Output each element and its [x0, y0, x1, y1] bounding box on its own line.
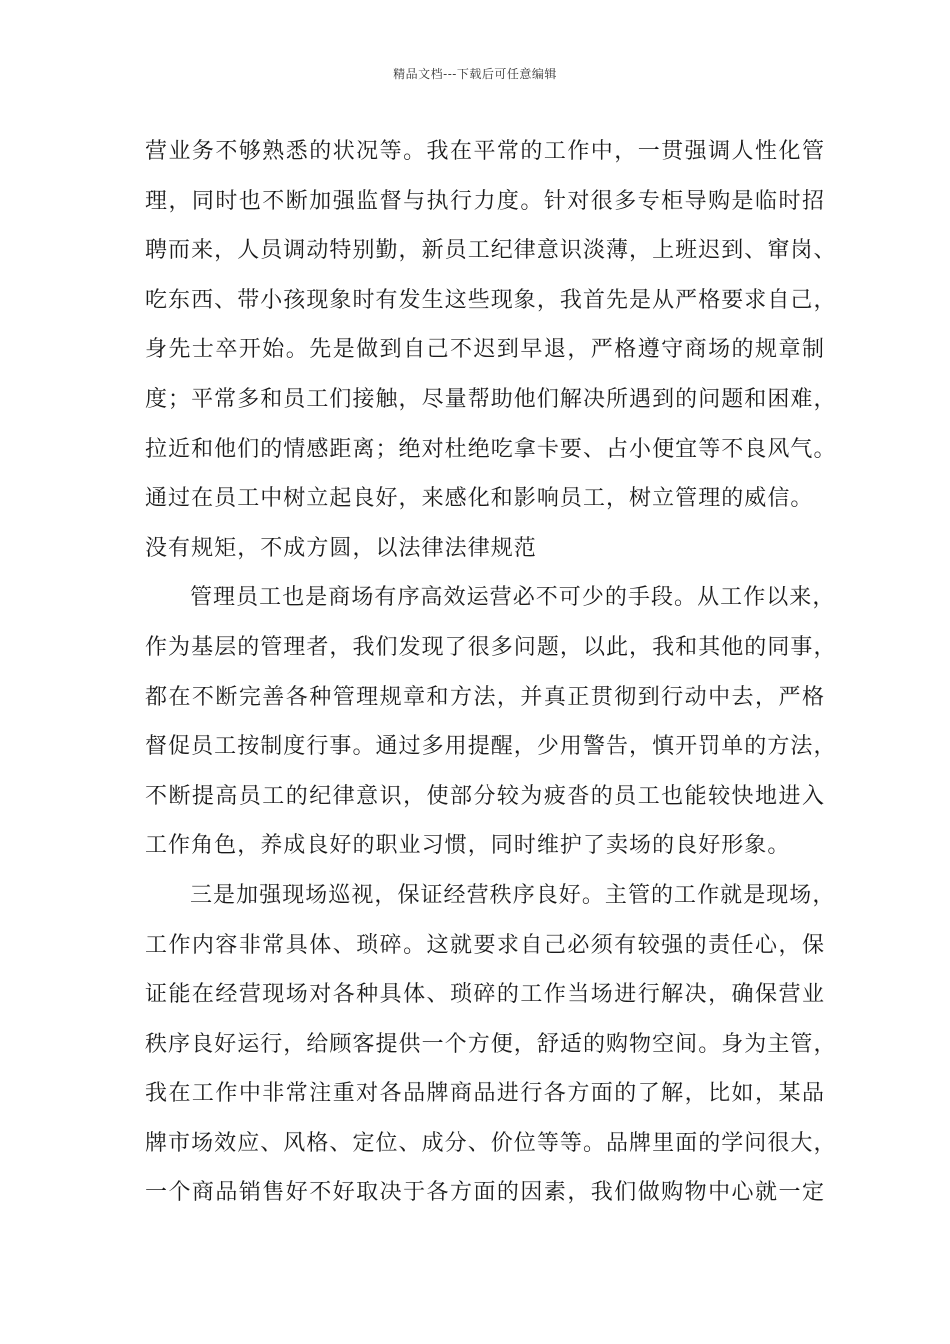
- text-line: 牌市场效应、风格、定位、成分、价位等等。品牌里面的学问很大，: [145, 1130, 837, 1156]
- text-line: 拉近和他们的情感距离；绝对杜绝吃拿卡要、占小便宜等不良风气。: [145, 436, 837, 462]
- text-line: 不断提高员工的纪律意识，使部分较为疲沓的员工也能较快地进入: [145, 783, 825, 809]
- text-line: 都在不断完善各种管理规章和方法，并真正贯彻到行动中去，严格: [145, 684, 825, 710]
- text-line: 作为基层的管理者，我们发现了很多问题，以此，我和其他的同事，: [145, 634, 837, 660]
- text-line: 一个商品销售好不好取决于各方面的因素，我们做购物中心就一定: [145, 1180, 825, 1206]
- text-line: 理，同时也不断加强监督与执行力度。针对很多专柜导购是临时招: [145, 188, 825, 214]
- text-line: 没有规矩，不成方圆，以法律法律规范: [145, 535, 537, 561]
- text-line: 身先士卒开始。先是做到自己不迟到早退，严格遵守商场的规章制: [145, 337, 825, 363]
- text-line: 聘而来，人员调动特别勤，新员工纪律意识淡薄，上班迟到、窜岗、: [145, 238, 837, 264]
- text-line: 营业务不够熟悉的状况等。我在平常的工作中，一贯强调人性化管: [145, 139, 825, 164]
- document-body: [145, 132, 837, 1223]
- text-line: 秩序良好运行，给顾客提供一个方便，舒适的购物空间。身为主管，: [145, 1031, 837, 1057]
- text-line: 三是加强现场巡视，保证经营秩序良好。主管的工作就是现场，: [190, 882, 836, 908]
- text-line: 度；平常多和员工们接触，尽量帮助他们解决所遇到的问题和困难，: [145, 386, 837, 412]
- text-line: 我在工作中非常注重对各品牌商品进行各方面的了解，比如，某品: [145, 1081, 825, 1107]
- text-line: 通过在员工中树立起良好，来感化和影响员工，树立管理的威信。: [145, 486, 814, 512]
- text-line: 工作内容非常具体、琐碎。这就要求自己必须有较强的责任心，保: [145, 932, 825, 958]
- text-line: 督促员工按制度行事。通过多用提醒，少用警告，慎开罚单的方法，: [145, 734, 837, 760]
- text-line: 吃东西、带小孩现象时有发生这些现象，我首先是从严格要求自己，: [145, 287, 837, 313]
- page-header: 精品文档---下载后可任意编辑: [393, 67, 557, 81]
- text-line: 管理员工也是商场有序高效运营必不可少的手段。从工作以来，: [190, 585, 836, 611]
- text-line: 工作角色，养成良好的职业习惯，同时维护了卖场的良好形象。: [145, 833, 791, 859]
- text-line: 证能在经营现场对各种具体、琐碎的工作当场进行解决，确保营业: [145, 982, 825, 1008]
